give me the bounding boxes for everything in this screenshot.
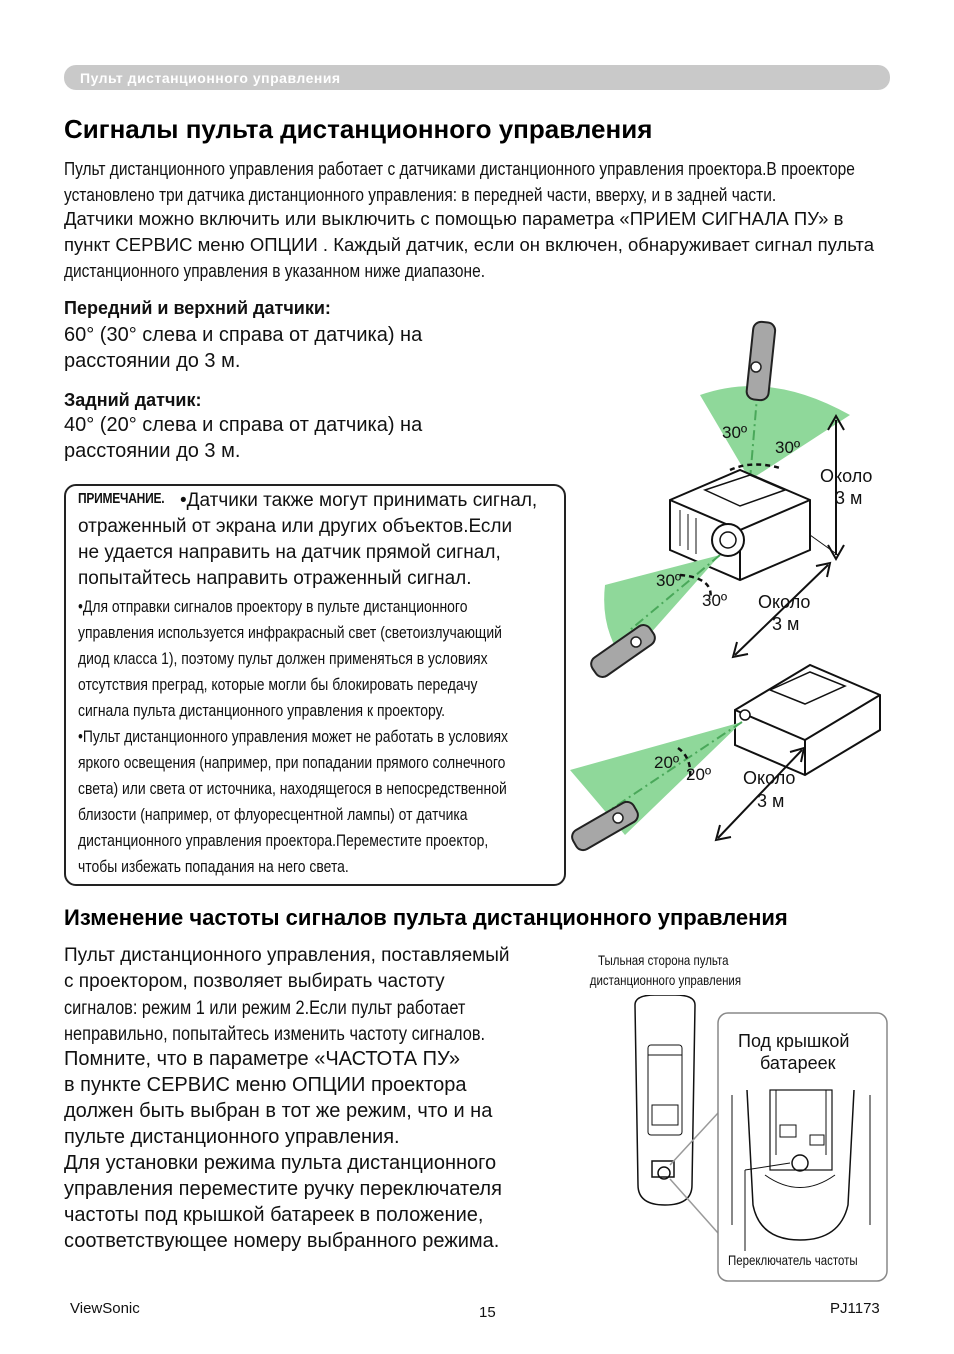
note-line: сигнала пульта дистанционного управления к проектору. bbox=[78, 701, 446, 720]
top-angle-right: 30º bbox=[775, 438, 801, 457]
note-line: яркого освещения (например, при попадании прямого солнечного bbox=[78, 753, 506, 772]
note-line: не удается направить на датчик прямой сигнал, bbox=[78, 542, 501, 563]
note-tag bbox=[78, 490, 186, 508]
text-line: Для установки режима пульта дистанционного bbox=[64, 1152, 497, 1174]
frequency-paragraph-b bbox=[64, 1046, 502, 1254]
text-line: 60° (30° слева и справа от датчика) на bbox=[64, 324, 423, 346]
note-line: дистанционного управления проектора.Переместите проектор, bbox=[78, 831, 489, 850]
text-line: Пульт дистанционного управления, поставляемый bbox=[64, 945, 510, 966]
front-top-sensors-text bbox=[64, 322, 422, 374]
text-line: соответствующее номеру выбранного режима. bbox=[64, 1230, 500, 1252]
text-line: расстоянии до 3 м. bbox=[64, 440, 241, 462]
front-distance-line1: Около bbox=[758, 592, 811, 612]
front-top-sensors-heading: Передний и верхний датчики: bbox=[64, 298, 331, 318]
text-line: неправильно, попытайтесь изменить частоту сигналов. bbox=[64, 1024, 486, 1045]
intro-paragraph-c bbox=[64, 258, 485, 284]
text-line: расстоянии до 3 м. bbox=[64, 350, 241, 372]
sensor-range-diagram bbox=[570, 310, 900, 870]
text-line: управления переместите ручку переключателя bbox=[64, 1178, 502, 1200]
intro-paragraph-b bbox=[64, 206, 874, 258]
note-line: отраженный от экрана или других объектов.Если bbox=[78, 516, 513, 537]
rear-sensor-text bbox=[64, 412, 422, 464]
front-angle-left: 30º bbox=[656, 571, 682, 590]
intro-line: Пульт дистанционного управления работает с датчиками дистанционного управления проектора.В проекторе bbox=[64, 159, 855, 179]
inset-label-line2: батареек bbox=[760, 1053, 836, 1073]
note-line: •Для отправки сигналов проектору в пульте дистанционного bbox=[78, 597, 468, 616]
note-small-text bbox=[78, 594, 508, 880]
rear-sensor-heading: Задний датчик: bbox=[64, 390, 202, 410]
note-line: •Пульт дистанционного управления может не работать в условиях bbox=[78, 727, 509, 746]
intro-paragraph bbox=[64, 156, 855, 208]
note-line: близости (например, от флуоресцентной лампы) от датчика bbox=[78, 805, 468, 824]
text-line: в пункте СЕРВИС меню ОПЦИИ проектора bbox=[64, 1074, 467, 1096]
note-line: диод класса 1), поэтому пульт должен применяться в условиях bbox=[78, 649, 488, 668]
note-line: отсутствия преград, которые могли бы блокировать передачу bbox=[78, 675, 478, 694]
rear-angle-right: 20º bbox=[686, 765, 712, 784]
note-line: попытайтесь направить отраженный сигнал. bbox=[78, 568, 472, 589]
text-line: сигналов: режим 1 или режим 2.Если пульт работает bbox=[64, 998, 466, 1019]
top-distance-line2: 3 м bbox=[835, 488, 863, 508]
footer-page-number: 15 bbox=[479, 1304, 496, 1321]
note-line: чтобы избежать попадания на него света. bbox=[78, 857, 349, 876]
section-title-frequency: Изменение частоты сигналов пульта дистанционного управления bbox=[64, 905, 788, 930]
intro-line: Датчики можно включить или выключить с помощью параметра «ПРИЕМ СИГНАЛА ПУ» в bbox=[64, 208, 844, 229]
remote-back-icon bbox=[635, 995, 695, 1205]
front-distance-line2: 3 м bbox=[772, 614, 800, 634]
frequency-paragraph-a2 bbox=[64, 996, 485, 1048]
footer-brand: ViewSonic bbox=[70, 1300, 140, 1317]
projector-rear-icon bbox=[735, 665, 880, 775]
remote-back-caption bbox=[589, 952, 742, 988]
note-label: ПРИМЕЧАНИЕ. bbox=[78, 490, 165, 507]
footer-model: PJ1173 bbox=[830, 1300, 880, 1317]
rear-distance-line2: 3 м bbox=[757, 791, 785, 811]
note-line: управления используется инфракрасный свет (светоизлучающий bbox=[78, 623, 502, 642]
text-line: пульте дистанционного управления. bbox=[64, 1126, 400, 1148]
note-first-line: •Датчики также могут принимать сигнал, bbox=[180, 490, 538, 511]
intro-line: дистанционного управления в указанном ниже диапазоне. bbox=[64, 261, 486, 281]
frequency-switch-label: Переключатель частоты bbox=[728, 1252, 858, 1268]
remote-back-figure bbox=[620, 995, 890, 1285]
caption-line: Тыльная сторона пульта bbox=[598, 952, 729, 968]
text-line: с проектором, позволяет выбирать частоту bbox=[64, 971, 445, 992]
text-line: Помните, что в параметре «ЧАСТОТА ПУ» bbox=[64, 1048, 460, 1070]
intro-line: пункт СЕРВИС меню ОПЦИИ . Каждый датчик, если он включен, обнаруживает сигнал пульта bbox=[64, 234, 874, 255]
rear-distance-line1: Около bbox=[743, 768, 796, 788]
top-angle-left: 30º bbox=[722, 423, 748, 442]
section-header-label: Пульт дистанционного управления bbox=[80, 70, 341, 86]
section-title-signals: Сигналы пульта дистанционного управления bbox=[64, 114, 653, 144]
note-large-text bbox=[78, 514, 512, 592]
rear-angle-left: 20º bbox=[654, 753, 680, 772]
note-line: света) или света от источника, находящегося в непосредственной bbox=[78, 779, 507, 798]
intro-line: установлено три датчика дистанционного управления: в передней части, вверху, и в задней части. bbox=[64, 185, 777, 205]
frequency-paragraph-a bbox=[64, 943, 509, 995]
section-header-bar bbox=[64, 65, 890, 90]
top-distance-line1: Около bbox=[820, 466, 873, 486]
text-line: частоты под крышкой батареек в положение, bbox=[64, 1204, 484, 1226]
inset-label-line1: Под крышкой bbox=[738, 1031, 850, 1051]
text-line: должен быть выбран в тот же режим, что и на bbox=[64, 1100, 493, 1122]
text-line: 40° (20° слева и справа от датчика) на bbox=[64, 414, 423, 436]
front-angle-right: 30º bbox=[702, 591, 728, 610]
caption-line: дистанционного управления bbox=[589, 972, 742, 988]
